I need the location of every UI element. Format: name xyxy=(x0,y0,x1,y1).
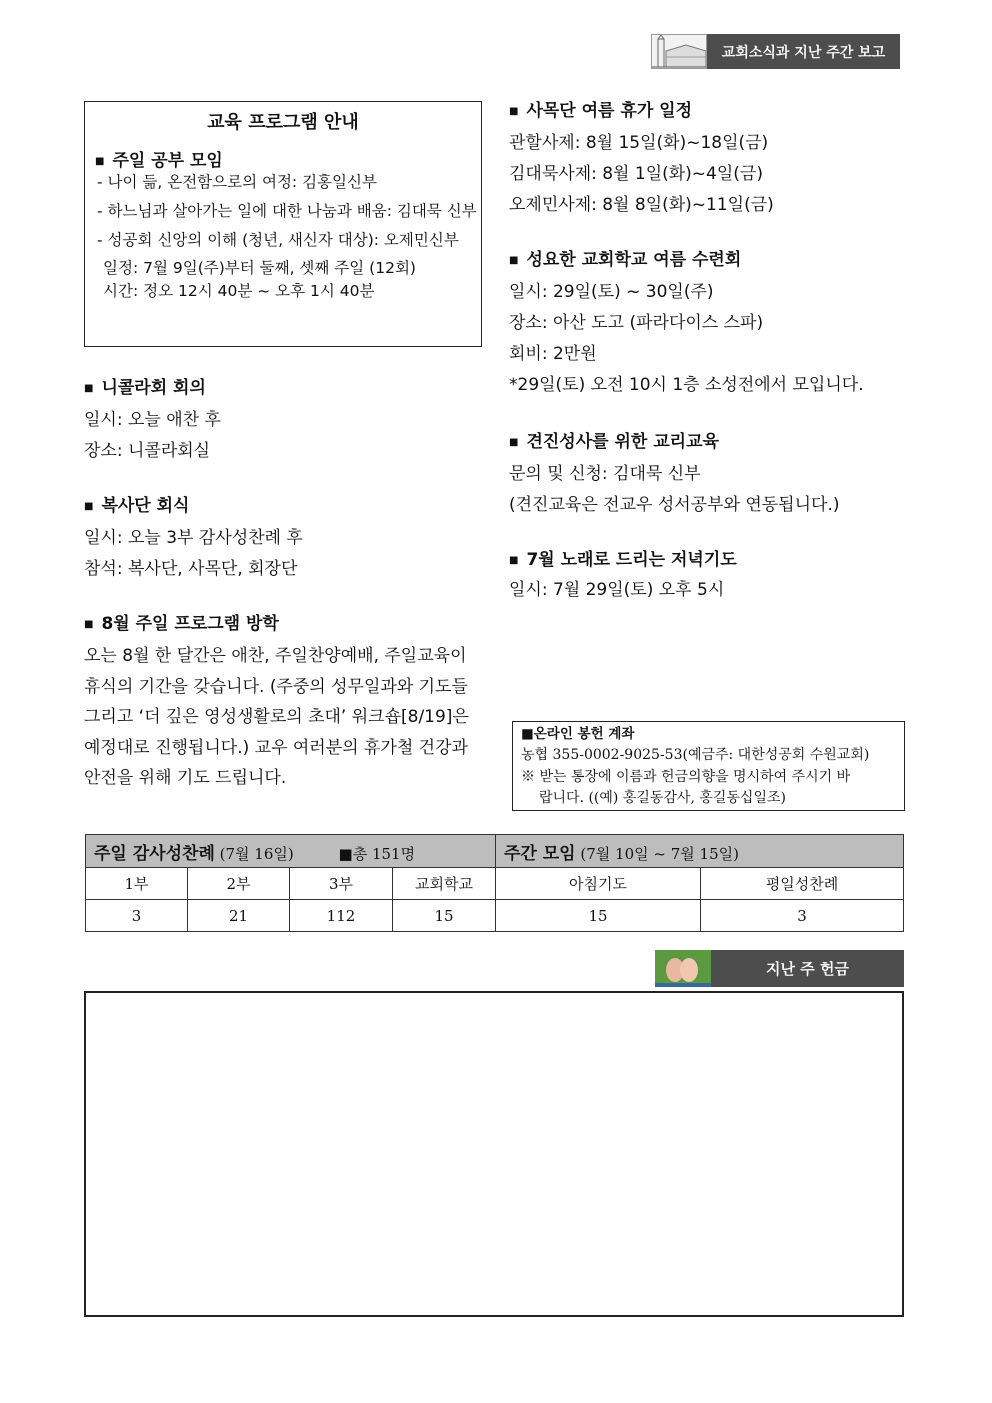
offering-note-line: 랍니다. ((예) 홍길동감사, 홍길동십일조) xyxy=(539,790,786,806)
nicholas-meeting-section xyxy=(84,374,221,467)
online-offering-box xyxy=(512,721,905,811)
nicholas-meeting-heading: ■ 니콜라회 회의 xyxy=(84,374,221,405)
offering-note-line: ※ 받는 통장에 이름과 헌금의향을 명시하여 주시기 바 xyxy=(521,769,851,785)
column-header: 3부 xyxy=(290,868,393,900)
study-course-item: - 나이 듦, 온전함으로의 여정: 김홍일신부 xyxy=(97,173,377,191)
confirmation-line: (견진교육은 전교우 성서공부와 연동됩니다.) xyxy=(509,495,840,515)
education-title: 교육 프로그램 안내 xyxy=(207,112,359,133)
study-course-item: - 하느님과 살아가는 일에 대한 나눔과 배움: 김대묵 신부 xyxy=(97,202,477,220)
vacation-schedule-section xyxy=(509,97,774,221)
study-course-item: - 성공회 신앙의 이해 (청년, 새신자 대상): 오제민신부 xyxy=(97,231,459,249)
attendance-value: 112 xyxy=(290,900,393,932)
column-header: 아침기도 xyxy=(496,868,701,900)
confirmation-section xyxy=(509,428,839,521)
confirmation-heading: ■ 견진성사를 위한 교리교육 xyxy=(509,428,839,459)
attendance-table xyxy=(85,834,904,932)
confirmation-line: 문의 및 신청: 김대묵 신부 xyxy=(509,464,701,484)
retreat-line: 일시: 29일(토) ~ 30일(주) xyxy=(509,282,714,302)
attendance-value: 15 xyxy=(496,900,701,932)
vacation-line: 오제민사제: 8월 8일(화)~11일(금) xyxy=(509,195,774,215)
evening-prayer-line: 일시: 7월 29일(토) 오후 5시 xyxy=(509,580,725,600)
august-break-line: 그리고 ‘더 깊은 영성생활로의 초대’ 워크숍[8/19]은 xyxy=(84,707,469,727)
weekly-meeting-date: (7월 10일 ~ 7월 15일) xyxy=(580,844,739,863)
column-header: 교회학교 xyxy=(393,868,496,900)
sunday-eucharist-date: (7월 16일) xyxy=(219,844,294,863)
nicholas-meeting-line: 장소: 니콜라회실 xyxy=(84,441,211,461)
vacation-line: 김대묵사제: 8월 1일(화)~4일(금) xyxy=(509,164,763,184)
retreat-line: *29일(토) 오전 10시 1층 소성전에서 모입니다. xyxy=(509,375,864,395)
servers-dinner-section xyxy=(84,492,303,585)
offering-title: 지난 주 헌금 xyxy=(711,950,904,987)
vacation-line: 관할사제: 8월 15일(화)~18일(금) xyxy=(509,133,769,153)
servers-dinner-line: 일시: 오늘 3부 감사성찬례 후 xyxy=(84,528,303,548)
august-break-section xyxy=(84,610,469,794)
offering-report-box xyxy=(84,991,904,1317)
summer-retreat-section xyxy=(509,246,864,401)
servers-dinner-heading: ■ 복사단 회식 xyxy=(84,492,303,523)
total-attendance: ■총 151명 xyxy=(338,844,416,863)
attendance-value: 15 xyxy=(393,900,496,932)
church-building-icon xyxy=(651,34,707,69)
august-break-line: 예정대로 진행됩니다.) 교우 여러분의 휴가철 건강과 xyxy=(84,737,468,758)
sunday-eucharist-header xyxy=(86,835,496,868)
sunday-eucharist-title: 주일 감사성찬례 xyxy=(94,843,215,864)
attendance-value: 21 xyxy=(188,900,290,932)
august-break-line: 휴식의 기간을 갖습니다. (주중의 성무일과와 기도들 xyxy=(84,676,468,697)
attendance-values-row xyxy=(86,900,904,932)
retreat-line: 장소: 아산 도고 (파라다이스 스파) xyxy=(509,313,764,333)
nicholas-meeting-line: 일시: 오늘 애찬 후 xyxy=(84,410,221,430)
study-course-list xyxy=(97,168,477,255)
schedule-line: 일정: 7월 9일(주)부터 둘째, 셋째 주일 (12회) xyxy=(103,259,416,277)
servers-dinner-line: 참석: 복사단, 사목단, 회장단 xyxy=(84,559,298,579)
attendance-columns-row xyxy=(86,868,904,900)
retreat-line: 회비: 2만원 xyxy=(509,344,597,364)
vacation-schedule-heading: ■ 사목단 여름 휴가 일정 xyxy=(509,97,774,128)
summer-retreat-heading: ■ 성요한 교회학교 여름 수련회 xyxy=(509,246,864,277)
section-header-badge xyxy=(651,34,900,69)
bank-account-line: 농협 355-0002-9025-53(예금주: 대한성공회 수원교회) xyxy=(521,747,870,763)
time-line: 시간: 정오 12시 40분 ~ 오후 1시 40분 xyxy=(103,282,375,300)
section-header-title: 교회소식과 지난 주간 보고 xyxy=(707,34,900,69)
attendance-table-header xyxy=(86,835,904,868)
attendance-value: 3 xyxy=(701,900,904,932)
online-offering-heading: ■온라인 봉헌 계좌 xyxy=(521,726,635,742)
column-header: 평일성찬례 xyxy=(701,868,904,900)
weekly-meeting-header xyxy=(496,835,904,868)
hands-offering-icon xyxy=(655,950,711,987)
weekly-meeting-title: 주간 모임 xyxy=(504,843,576,864)
august-break-line: 오는 8월 한 달간은 애찬, 주일찬양예배, 주일교육이 xyxy=(84,646,467,666)
study-schedule xyxy=(103,257,416,303)
attendance-value: 3 xyxy=(86,900,188,932)
column-header: 1부 xyxy=(86,868,188,900)
evening-prayer-heading: ■ 7월 노래로 드리는 저녁기도 xyxy=(509,546,737,577)
offering-header-badge xyxy=(655,950,904,987)
sunday-study-heading: ■ 주일 공부 모임 xyxy=(95,146,223,171)
column-header: 2부 xyxy=(188,868,290,900)
august-break-heading: ■ 8월 주일 프로그램 방학 xyxy=(84,610,469,641)
august-break-line: 안전을 위해 기도 드립니다. xyxy=(84,768,287,788)
evening-prayer-section xyxy=(509,546,737,603)
education-program-box xyxy=(84,101,482,347)
